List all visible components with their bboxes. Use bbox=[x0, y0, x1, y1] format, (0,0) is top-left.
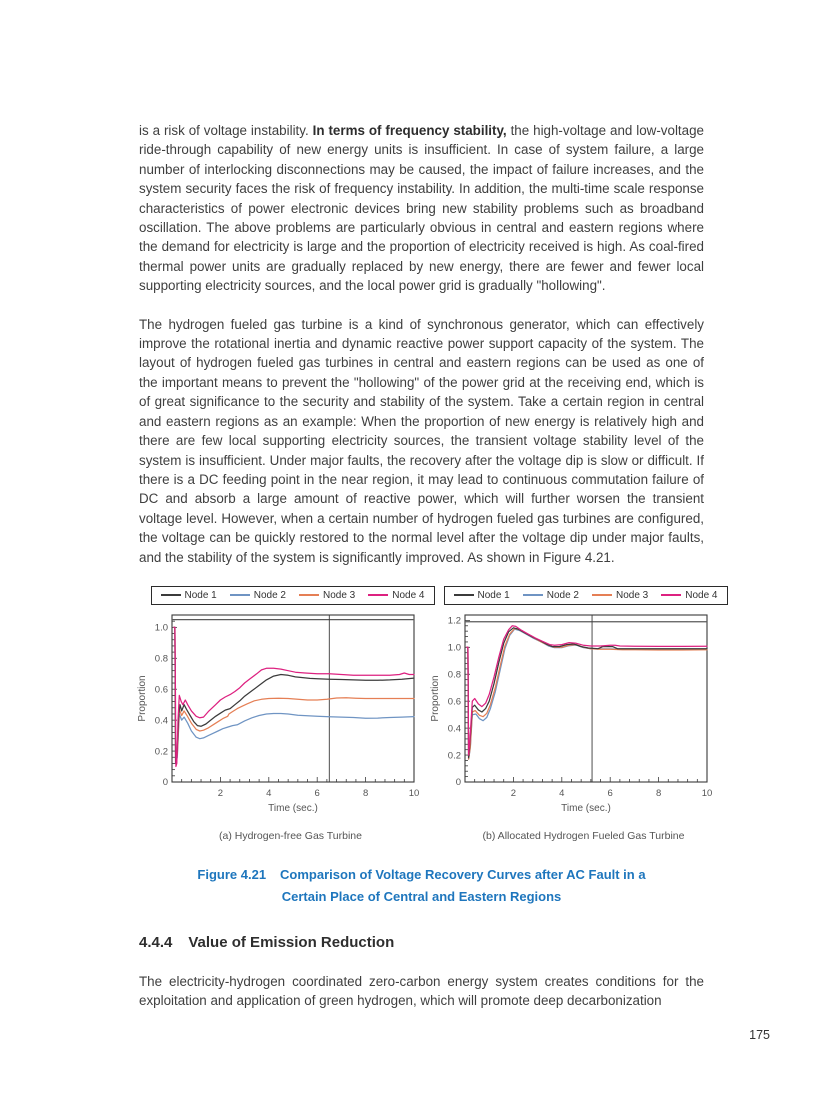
legend-line-swatch bbox=[661, 594, 681, 596]
legend-label: Node 2 bbox=[546, 589, 579, 601]
legend-item bbox=[454, 590, 510, 601]
chart-a-plot bbox=[135, 610, 420, 827]
svg-text:0.4: 0.4 bbox=[447, 723, 461, 735]
svg-text:Proportion: Proportion bbox=[430, 675, 441, 722]
svg-text:0: 0 bbox=[455, 777, 461, 789]
svg-text:1.2: 1.2 bbox=[447, 615, 461, 627]
legend-label: Node 1 bbox=[477, 589, 510, 601]
chart-a-hydrogen-free bbox=[135, 586, 425, 842]
paragraph-1 bbox=[139, 121, 704, 296]
legend-line-swatch bbox=[161, 594, 181, 596]
chart-svg bbox=[428, 610, 713, 822]
paragraph-2: The hydrogen fueled gas turbine is a kind of synchronous generator, which can effectively improve the rotational inertia and dynamic reactive power support capacity of the system. The layout of hydrogen fueled gas turbines in central and eastern regions can be used as one of the important means to prevent the "hollowing" of the power grid at the receiving end, which is of great significance to the security and stability of the system. Take a certain region in central and eastern regions as an example: When the proportion of new energy is relatively high and there are few local supporting electricity sources, the transient voltage stability level of the system is insufficient. Under major faults, the recovery after the voltage dip is slow or difficult. If there is a DC feeding point in the near region, it may lead to continuous commutation failure of DC and absorb a large amount of reactive power, which will further worsen the transient voltage level. However, when a certain number of hydrogen fueled gas turbines are configured, the voltage can be quickly restored to the normal level after the voltage dip under major faults, and the stability of the system is significantly improved. As shown in Figure 4.21. bbox=[139, 316, 704, 565]
paragraph-1-rest: the high-voltage and low-voltage ride-through capability of new energy units is insufficient. In case of system failure, a large number of interlocking disconnections may be caused, the impact of failure increases, and the system security faces the risk of frequency instability. In addition, the multi-time scale response characteristics of power electronic devices bring new stability problems such as broadband oscillation. The above problems are particularly obvious in central and eastern regions where the demand for electricity is large and the proportion of electricity received is high. As coal-fired thermal power units are gradually replaced by new energy, there are fewer and fewer local supporting electricity sources, and the local power grid is gradually "hollowing". bbox=[139, 123, 704, 294]
chart-a-legend bbox=[165, 586, 425, 605]
svg-text:0.4: 0.4 bbox=[154, 715, 168, 727]
legend-line-swatch bbox=[299, 594, 319, 596]
figure-caption-label: Figure 4.21 bbox=[197, 866, 267, 882]
svg-text:0: 0 bbox=[162, 777, 168, 789]
legend-line-swatch bbox=[523, 594, 543, 596]
legend-label: Node 1 bbox=[184, 589, 217, 601]
chart-b-hydrogen-fueled bbox=[428, 586, 718, 842]
legend-item bbox=[161, 590, 217, 601]
figure-4-21 bbox=[135, 586, 718, 842]
legend-label: Node 2 bbox=[253, 589, 286, 601]
chart-b-legend bbox=[458, 586, 718, 605]
chart-b-plot bbox=[428, 610, 713, 827]
paragraph-1-bold-phrase: In terms of frequency stability, bbox=[312, 123, 507, 138]
svg-text:6: 6 bbox=[314, 787, 320, 799]
legend-item bbox=[230, 590, 286, 601]
legend-line-swatch bbox=[368, 594, 388, 596]
chart-b-subcaption: (b) Allocated Hydrogen Fueled Gas Turbine bbox=[482, 829, 685, 842]
svg-text:8: 8 bbox=[655, 787, 662, 799]
legend-line-swatch bbox=[230, 594, 250, 596]
svg-text:2: 2 bbox=[217, 787, 224, 799]
paragraph-1-prefix: is a risk of voltage instability. bbox=[139, 123, 313, 138]
svg-text:Time (sec.): Time (sec.) bbox=[561, 802, 611, 814]
svg-text:10: 10 bbox=[701, 787, 713, 799]
svg-text:Time (sec.): Time (sec.) bbox=[268, 802, 318, 814]
legend-item bbox=[592, 590, 648, 601]
chart-svg bbox=[135, 610, 420, 822]
section-heading-444 bbox=[139, 934, 704, 951]
legend-line-swatch bbox=[592, 594, 612, 596]
svg-text:2: 2 bbox=[510, 787, 517, 799]
figure-caption-text1: Comparison of Voltage Recovery Curves after AC Fault in a bbox=[280, 866, 646, 882]
svg-text:0.2: 0.2 bbox=[154, 746, 168, 758]
svg-text:0.6: 0.6 bbox=[154, 684, 168, 696]
svg-text:Proportion: Proportion bbox=[137, 675, 148, 722]
svg-text:1.0: 1.0 bbox=[154, 622, 168, 634]
legend-item bbox=[661, 590, 717, 601]
page-number: 175 bbox=[749, 1028, 770, 1042]
legend-line-swatch bbox=[454, 594, 474, 596]
svg-text:8: 8 bbox=[362, 787, 369, 799]
svg-text:0.6: 0.6 bbox=[447, 696, 461, 708]
figure-caption-line2: Certain Place of Central and Eastern Regions bbox=[281, 888, 562, 904]
svg-text:0.8: 0.8 bbox=[154, 653, 168, 665]
section-number: 4.4.4 bbox=[139, 933, 173, 951]
figure-caption-line1 bbox=[139, 864, 704, 886]
legend-label: Node 3 bbox=[616, 589, 649, 601]
svg-text:6: 6 bbox=[607, 787, 613, 799]
chart-a-subcaption: (a) Hydrogen-free Gas Turbine bbox=[219, 829, 362, 842]
legend-item bbox=[368, 590, 424, 601]
svg-text:0.8: 0.8 bbox=[447, 669, 461, 681]
legend-label: Node 4 bbox=[685, 589, 718, 601]
legend-item bbox=[523, 590, 579, 601]
paragraph-3: The electricity-hydrogen coordinated zero-carbon energy system creates conditions for the exploitation and application of green hydrogen, which will promote deep decarbonization bbox=[139, 973, 704, 1009]
svg-text:1.0: 1.0 bbox=[447, 642, 461, 654]
legend-box bbox=[444, 586, 728, 605]
legend-box bbox=[151, 586, 435, 605]
svg-text:0.2: 0.2 bbox=[447, 750, 461, 762]
page-content bbox=[137, 121, 718, 1011]
section-title: Value of Emission Reduction bbox=[188, 933, 395, 951]
svg-text:4: 4 bbox=[266, 787, 272, 799]
svg-text:10: 10 bbox=[408, 787, 420, 799]
legend-label: Node 4 bbox=[392, 589, 425, 601]
legend-label: Node 3 bbox=[323, 589, 356, 601]
legend-item bbox=[299, 590, 355, 601]
svg-text:4: 4 bbox=[559, 787, 565, 799]
figure-caption bbox=[139, 864, 704, 908]
